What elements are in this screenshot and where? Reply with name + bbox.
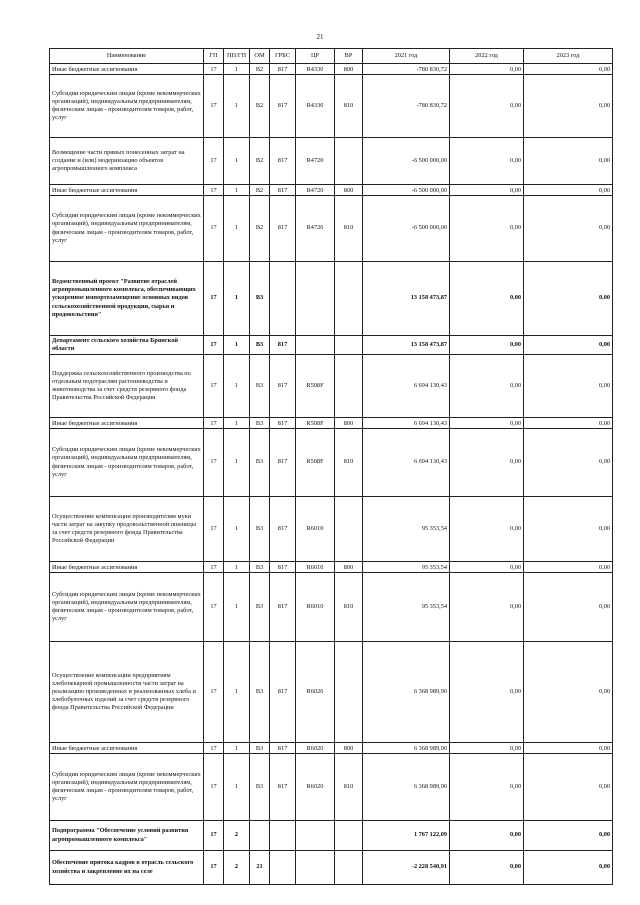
row-amount-2021: 13 158 473,87 bbox=[363, 262, 450, 336]
row-grbs: 817 bbox=[270, 75, 296, 138]
row-gp: 17 bbox=[204, 75, 224, 138]
row-gp: 17 bbox=[204, 336, 224, 355]
row-om: В3 bbox=[250, 497, 270, 562]
row-vr: 810 bbox=[335, 75, 363, 138]
table-row bbox=[50, 418, 613, 429]
row-om: В2 bbox=[250, 185, 270, 196]
row-vr: 810 bbox=[335, 754, 363, 821]
row-amount-2022: 0,00 bbox=[450, 754, 524, 821]
row-name: Осуществление компенсации производителям муки части затрат на закупку продовольственной пшеницы за счет средств резервного фонда Правительства Российской Федерации bbox=[50, 497, 204, 562]
row-grbs: 817 bbox=[270, 754, 296, 821]
row-amount-2023: 0,00 bbox=[524, 573, 613, 642]
row-amount-2021: -6 500 000,00 bbox=[363, 138, 450, 185]
row-amount-2021: -2 228 540,91 bbox=[363, 851, 450, 885]
row-amount-2021: 6 694 130,43 bbox=[363, 418, 450, 429]
row-name: Ведомственный проект "Развитие отраслей агропромышленного комплекса, обеспечивающих ускоренное импортозамещение основных видов сельскохозяйственной продукции, сырья и продовольствия" bbox=[50, 262, 204, 336]
row-gp: 17 bbox=[204, 743, 224, 754]
row-amount-2021: 6 368 989,90 bbox=[363, 642, 450, 743]
row-om: В3 bbox=[250, 262, 270, 336]
row-om: В3 bbox=[250, 429, 270, 497]
row-grbs: 817 bbox=[270, 138, 296, 185]
row-amount-2021: -6 500 000,00 bbox=[363, 185, 450, 196]
row-name: Субсидии юридическим лицам (кроме некоммерческих организаций), индивидуальным предпринимателям, физическим лицам - производителям товаров, работ, услуг bbox=[50, 429, 204, 497]
row-cr: R4720 bbox=[296, 185, 335, 196]
row-om: В3 bbox=[250, 562, 270, 573]
row-pp: 1 bbox=[224, 754, 250, 821]
row-gp: 17 bbox=[204, 64, 224, 75]
row-amount-2021: 6 368 989,90 bbox=[363, 743, 450, 754]
row-amount-2023: 0,00 bbox=[524, 754, 613, 821]
row-amount-2023: 0,00 bbox=[524, 821, 613, 851]
row-vr bbox=[335, 138, 363, 185]
row-amount-2023: 0,00 bbox=[524, 355, 613, 418]
row-vr: 810 bbox=[335, 573, 363, 642]
row-amount-2023: 0,00 bbox=[524, 75, 613, 138]
row-gp: 17 bbox=[204, 418, 224, 429]
row-gp: 17 bbox=[204, 196, 224, 262]
row-amount-2022: 0,00 bbox=[450, 743, 524, 754]
row-name: Иные бюджетные ассигнования bbox=[50, 743, 204, 754]
row-grbs bbox=[270, 262, 296, 336]
row-gp: 17 bbox=[204, 754, 224, 821]
table-body bbox=[50, 64, 613, 885]
row-amount-2023: 0,00 bbox=[524, 64, 613, 75]
table-row bbox=[50, 573, 613, 642]
table-header-row bbox=[50, 49, 613, 64]
row-amount-2022: 0,00 bbox=[450, 75, 524, 138]
row-pp: 1 bbox=[224, 138, 250, 185]
row-gp: 17 bbox=[204, 185, 224, 196]
row-gp: 17 bbox=[204, 821, 224, 851]
table-row bbox=[50, 185, 613, 196]
row-gp: 17 bbox=[204, 138, 224, 185]
row-cr bbox=[296, 821, 335, 851]
table-row bbox=[50, 754, 613, 821]
row-name: Подпрограмма "Обеспечение условий развития агропромышленного комплекса" bbox=[50, 821, 204, 851]
row-cr: R4720 bbox=[296, 138, 335, 185]
row-grbs: 817 bbox=[270, 573, 296, 642]
row-gp: 17 bbox=[204, 429, 224, 497]
header-2023: 2023 год bbox=[524, 49, 613, 64]
row-om: В2 bbox=[250, 196, 270, 262]
row-gp: 17 bbox=[204, 497, 224, 562]
row-name: Поддержка сельскохозяйственного производства по отдельным подотраслям растениеводства и животноводства за счет средств резервного фонда Правительства Российской Федерации bbox=[50, 355, 204, 418]
row-vr bbox=[335, 355, 363, 418]
row-amount-2022: 0,00 bbox=[450, 196, 524, 262]
row-name: Обеспечение притока кадров в отрасль сельского хозяйства и закрепление их на селе bbox=[50, 851, 204, 885]
row-amount-2022: 0,00 bbox=[450, 185, 524, 196]
row-grbs: 817 bbox=[270, 497, 296, 562]
row-name: Иные бюджетные ассигнования bbox=[50, 418, 204, 429]
row-pp: 1 bbox=[224, 262, 250, 336]
row-amount-2021: 95 353,54 bbox=[363, 497, 450, 562]
row-name: Субсидии юридическим лицам (кроме некоммерческих организаций), индивидуальным предпринимателям, физическим лицам - производителям товаров, работ, услуг bbox=[50, 75, 204, 138]
table-row bbox=[50, 64, 613, 75]
row-name: Иные бюджетные ассигнования bbox=[50, 562, 204, 573]
table-row bbox=[50, 851, 613, 885]
row-amount-2023: 0,00 bbox=[524, 262, 613, 336]
table-row bbox=[50, 743, 613, 754]
row-cr: R508F bbox=[296, 355, 335, 418]
row-amount-2021: 95 353,54 bbox=[363, 573, 450, 642]
row-vr: 800 bbox=[335, 562, 363, 573]
row-cr: R4330 bbox=[296, 75, 335, 138]
row-om: В3 bbox=[250, 418, 270, 429]
header-pp: ПП/ГП bbox=[224, 49, 250, 64]
row-pp: 1 bbox=[224, 75, 250, 138]
row-amount-2023: 0,00 bbox=[524, 336, 613, 355]
row-om bbox=[250, 821, 270, 851]
row-grbs: 817 bbox=[270, 355, 296, 418]
row-vr bbox=[335, 642, 363, 743]
row-amount-2023: 0,00 bbox=[524, 196, 613, 262]
row-amount-2023: 0,00 bbox=[524, 562, 613, 573]
row-grbs bbox=[270, 821, 296, 851]
row-amount-2022: 0,00 bbox=[450, 138, 524, 185]
row-vr: 800 bbox=[335, 64, 363, 75]
row-grbs: 817 bbox=[270, 562, 296, 573]
row-amount-2021: -780 830,72 bbox=[363, 75, 450, 138]
row-amount-2022: 0,00 bbox=[450, 573, 524, 642]
header-name: Наименование bbox=[50, 49, 204, 64]
header-2022: 2022 год bbox=[450, 49, 524, 64]
table-row bbox=[50, 821, 613, 851]
header-2021: 2021 год bbox=[363, 49, 450, 64]
row-vr: 800 bbox=[335, 418, 363, 429]
table-row bbox=[50, 196, 613, 262]
header-gp: ГП bbox=[204, 49, 224, 64]
table-row bbox=[50, 75, 613, 138]
row-amount-2022: 0,00 bbox=[450, 562, 524, 573]
row-amount-2022: 0,00 bbox=[450, 429, 524, 497]
row-name: Возмещение части прямых понесенных затрат на создание и (или) модернизацию объектов агропромышленного комплекса bbox=[50, 138, 204, 185]
row-grbs: 817 bbox=[270, 196, 296, 262]
row-amount-2021: 13 158 473,87 bbox=[363, 336, 450, 355]
row-amount-2021: 6 694 130,43 bbox=[363, 355, 450, 418]
row-gp: 17 bbox=[204, 355, 224, 418]
header-cr: ЦР bbox=[296, 49, 335, 64]
row-cr: R508F bbox=[296, 429, 335, 497]
table-row bbox=[50, 138, 613, 185]
row-grbs: 817 bbox=[270, 418, 296, 429]
row-pp: 1 bbox=[224, 573, 250, 642]
row-vr bbox=[335, 497, 363, 562]
table-row bbox=[50, 429, 613, 497]
row-gp: 17 bbox=[204, 642, 224, 743]
row-amount-2021: 1 767 122,09 bbox=[363, 821, 450, 851]
row-cr: R6010 bbox=[296, 562, 335, 573]
row-amount-2022: 0,00 bbox=[450, 418, 524, 429]
row-amount-2023: 0,00 bbox=[524, 429, 613, 497]
budget-table bbox=[49, 48, 613, 885]
row-amount-2022: 0,00 bbox=[450, 642, 524, 743]
row-amount-2021: 6 694 130,43 bbox=[363, 429, 450, 497]
row-vr bbox=[335, 851, 363, 885]
row-om: В3 bbox=[250, 642, 270, 743]
row-name: Иные бюджетные ассигнования bbox=[50, 185, 204, 196]
table-row bbox=[50, 642, 613, 743]
row-pp: 1 bbox=[224, 429, 250, 497]
table-row bbox=[50, 336, 613, 355]
row-om: В3 bbox=[250, 743, 270, 754]
row-grbs: 817 bbox=[270, 185, 296, 196]
row-amount-2022: 0,00 bbox=[450, 64, 524, 75]
row-amount-2023: 0,00 bbox=[524, 185, 613, 196]
row-amount-2023: 0,00 bbox=[524, 418, 613, 429]
row-amount-2023: 0,00 bbox=[524, 743, 613, 754]
row-grbs: 817 bbox=[270, 64, 296, 75]
row-om: В2 bbox=[250, 138, 270, 185]
row-pp: 1 bbox=[224, 336, 250, 355]
row-vr: 800 bbox=[335, 743, 363, 754]
row-grbs bbox=[270, 851, 296, 885]
row-cr: R508F bbox=[296, 418, 335, 429]
row-amount-2022: 0,00 bbox=[450, 336, 524, 355]
row-om: В3 bbox=[250, 336, 270, 355]
header-vr: ВР bbox=[335, 49, 363, 64]
row-cr: R6020 bbox=[296, 754, 335, 821]
row-vr bbox=[335, 336, 363, 355]
row-cr: R6010 bbox=[296, 497, 335, 562]
row-cr: R4330 bbox=[296, 64, 335, 75]
row-vr: 810 bbox=[335, 429, 363, 497]
row-gp: 17 bbox=[204, 851, 224, 885]
row-name: Субсидии юридическим лицам (кроме некоммерческих организаций), индивидуальным предпринимателям, физическим лицам - производителям товаров, работ, услуг bbox=[50, 573, 204, 642]
row-pp: 1 bbox=[224, 418, 250, 429]
table-row bbox=[50, 562, 613, 573]
row-pp: 1 bbox=[224, 355, 250, 418]
row-vr bbox=[335, 821, 363, 851]
row-grbs: 817 bbox=[270, 429, 296, 497]
row-pp: 1 bbox=[224, 562, 250, 573]
row-om: В2 bbox=[250, 75, 270, 138]
row-om: В3 bbox=[250, 754, 270, 821]
table-row bbox=[50, 497, 613, 562]
row-name: Осуществление компенсации предприятиям хлебопекарной промышленности части затрат на реализацию произведенных и реализованных хлеба и хлебобулочных изделий за счет средств резервного фонда Правительства Российской Федерации bbox=[50, 642, 204, 743]
row-vr: 800 bbox=[335, 185, 363, 196]
row-pp: 1 bbox=[224, 64, 250, 75]
row-name: Субсидии юридическим лицам (кроме некоммерческих организаций), индивидуальным предпринимателям, физическим лицам - производителям товаров, работ, услуг bbox=[50, 196, 204, 262]
row-amount-2023: 0,00 bbox=[524, 497, 613, 562]
row-grbs: 817 bbox=[270, 336, 296, 355]
row-grbs: 817 bbox=[270, 743, 296, 754]
row-vr bbox=[335, 262, 363, 336]
row-om: В2 bbox=[250, 64, 270, 75]
row-cr bbox=[296, 336, 335, 355]
row-amount-2021: 95 353,54 bbox=[363, 562, 450, 573]
row-cr: R4720 bbox=[296, 196, 335, 262]
row-amount-2021: -6 500 000,00 bbox=[363, 196, 450, 262]
row-pp: 2 bbox=[224, 851, 250, 885]
row-name: Департамент сельского хозяйства Брянской области bbox=[50, 336, 204, 355]
row-pp: 1 bbox=[224, 642, 250, 743]
row-om: 21 bbox=[250, 851, 270, 885]
row-grbs: 817 bbox=[270, 642, 296, 743]
row-pp: 1 bbox=[224, 185, 250, 196]
row-amount-2022: 0,00 bbox=[450, 497, 524, 562]
table-row bbox=[50, 355, 613, 418]
row-cr: R6020 bbox=[296, 743, 335, 754]
row-pp: 2 bbox=[224, 821, 250, 851]
page-number: 21 bbox=[316, 33, 324, 41]
row-amount-2023: 0,00 bbox=[524, 138, 613, 185]
row-amount-2022: 0,00 bbox=[450, 355, 524, 418]
row-om: В3 bbox=[250, 573, 270, 642]
row-cr: R6020 bbox=[296, 642, 335, 743]
header-om: ОМ bbox=[250, 49, 270, 64]
row-vr: 810 bbox=[335, 196, 363, 262]
row-amount-2022: 0,00 bbox=[450, 821, 524, 851]
row-amount-2023: 0,00 bbox=[524, 642, 613, 743]
row-name: Иные бюджетные ассигнования bbox=[50, 64, 204, 75]
row-om: В3 bbox=[250, 355, 270, 418]
row-cr: R6010 bbox=[296, 573, 335, 642]
row-amount-2022: 0,00 bbox=[450, 262, 524, 336]
row-pp: 1 bbox=[224, 497, 250, 562]
row-gp: 17 bbox=[204, 262, 224, 336]
row-name: Субсидии юридическим лицам (кроме некоммерческих организаций), индивидуальным предпринимателям, физическим лицам - производителям товаров, работ, услуг bbox=[50, 754, 204, 821]
row-amount-2022: 0,00 bbox=[450, 851, 524, 885]
row-amount-2023: 0,00 bbox=[524, 851, 613, 885]
row-amount-2021: 6 368 989,90 bbox=[363, 754, 450, 821]
row-gp: 17 bbox=[204, 573, 224, 642]
row-amount-2021: -780 830,72 bbox=[363, 64, 450, 75]
row-pp: 1 bbox=[224, 743, 250, 754]
table-row bbox=[50, 262, 613, 336]
row-gp: 17 bbox=[204, 562, 224, 573]
row-cr bbox=[296, 262, 335, 336]
row-cr bbox=[296, 851, 335, 885]
row-pp: 1 bbox=[224, 196, 250, 262]
header-grbs: ГРБС bbox=[270, 49, 296, 64]
